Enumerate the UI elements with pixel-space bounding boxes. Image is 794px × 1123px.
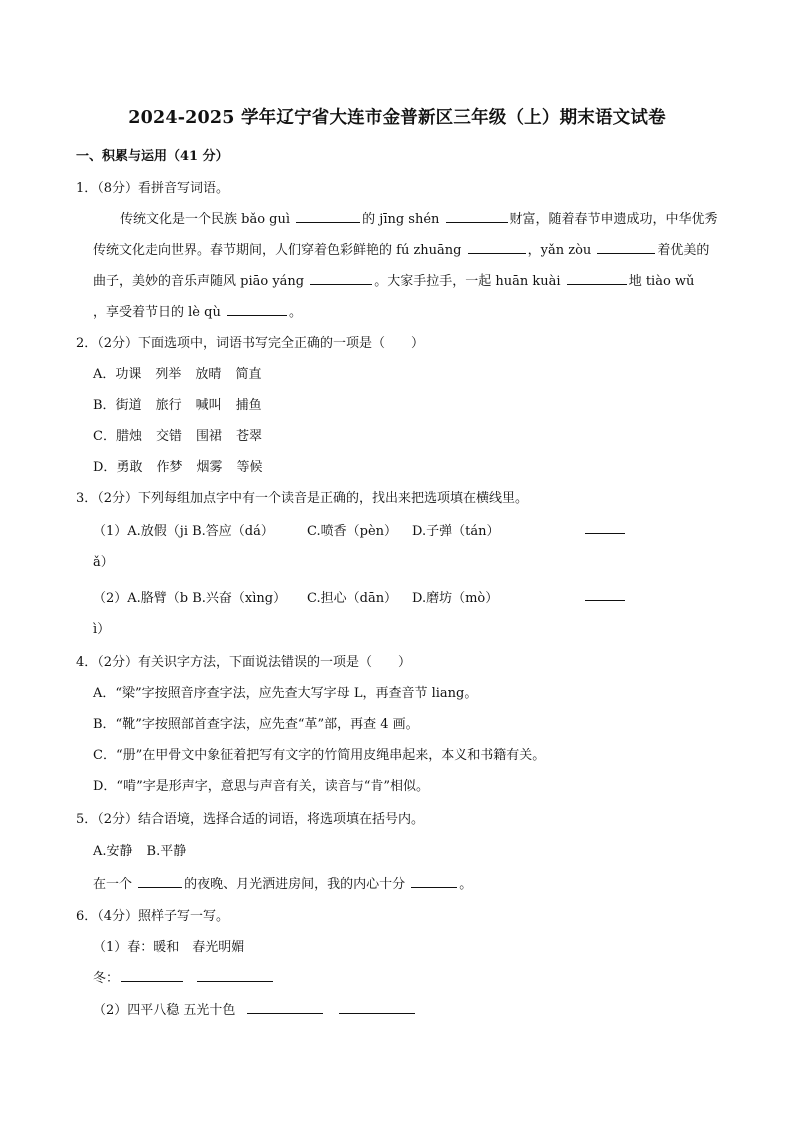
text: 的夜晚、月光洒进房间，我的内心十分 (184, 877, 410, 892)
word: 腊烛 (115, 429, 142, 444)
question-6-example-1: （1）春：暖和 春光明媚 (93, 940, 245, 955)
question-1-heading: 1．（8分）看拼音写词语。 (76, 181, 230, 196)
answer-blank[interactable] (411, 874, 457, 888)
question-5-sentence (93, 873, 472, 892)
word: 捕鱼 (235, 398, 262, 413)
text: （2）四平八稳 五光十色 (93, 1003, 236, 1018)
question-1-line-1 (120, 208, 718, 227)
text: 冬： (93, 971, 120, 986)
answer-blank[interactable] (597, 240, 655, 254)
question-1-line-3 (93, 270, 694, 289)
question-6-answer-1 (93, 967, 275, 986)
option-c[interactable] (93, 425, 262, 444)
question-2-heading: 2．（2分）下面选项中，词语书写完全正确的一项是（ ） (76, 336, 425, 351)
section-heading: 一、积累与运用（41 分） (76, 149, 229, 164)
text: 在一个 (93, 877, 137, 892)
text: ，享受着节日的 lè qù (93, 305, 225, 320)
question-1-line-2 (93, 239, 709, 258)
word: 等候 (236, 460, 263, 475)
page-title: 2024-2025 学年辽宁省大连市金普新区三年级（上）期末语文试卷 (128, 108, 666, 128)
question-3-sub-2-a: （2）A.胳臂（b B.兴奋（xìng） (93, 591, 287, 606)
answer-blank[interactable] (583, 587, 627, 605)
option-label: B． (93, 398, 116, 413)
question-3-sub-1-wrap: ǎ） (93, 555, 114, 570)
text: 地 tiào wǔ (628, 274, 695, 289)
option-d[interactable] (93, 456, 263, 475)
answer-blank[interactable] (197, 968, 273, 982)
question-3-sub-2-wrap: ì） (93, 622, 111, 637)
question-6-example-2 (93, 999, 417, 1018)
answer-blank[interactable] (247, 1000, 323, 1014)
text: 。大家手拉手，一起 huān kuài (374, 274, 565, 289)
answer-blank[interactable] (446, 209, 508, 223)
answer-blank[interactable] (296, 209, 360, 223)
question-3-sub-1-a: （1）A.放假（ji B.答应（dá） (93, 524, 274, 539)
answer-blank[interactable] (121, 968, 183, 982)
option-a[interactable]: A．“梁”字按照音序查字法，应先查大写字母 L，再查音节 liang。 (93, 686, 478, 701)
text: 着优美的 (657, 243, 710, 258)
choice-list (93, 840, 186, 859)
option-a[interactable] (93, 363, 261, 382)
text: 传统文化是一个民族 bǎo guì (120, 212, 295, 227)
option-label: C． (93, 429, 116, 444)
answer-blank[interactable] (227, 302, 287, 316)
answer-blank[interactable] (583, 520, 627, 538)
question-5-heading: 5．（2分）结合语境，选择合适的词语，将选项填在括号内。 (76, 812, 425, 827)
question-3-sub-1-c: C.喷香（pèn） (307, 524, 398, 539)
word: 功课 (115, 367, 142, 382)
option-d[interactable]: D．“啃”字是形声字，意思与声音有关，读音与“肯”相似。 (93, 779, 430, 794)
text: 。 (288, 305, 302, 320)
word: 街道 (115, 398, 142, 413)
text: 的 jīng shén (362, 212, 444, 227)
choice-b: B.平静 (146, 844, 187, 859)
answer-blank[interactable] (567, 271, 627, 285)
question-3-heading: 3．（2分）下列每组加点字中有一个读音是正确的，找出来把选项填在横线里。 (76, 491, 529, 506)
word: 放晴 (195, 367, 222, 382)
question-1-line-4 (93, 301, 302, 320)
question-3-sub-2-c: C.担心（dān） (307, 591, 398, 606)
question-4-heading: 4．（2分）有关识字方法，下面说法错误的一项是（ ） (76, 655, 412, 670)
answer-blank[interactable] (138, 874, 182, 888)
option-label: A． (93, 367, 116, 382)
choice-a: A.安静 (93, 844, 133, 859)
question-3-sub-2-d: D.磨坊（mò） (412, 591, 499, 606)
answer-blank[interactable] (339, 1000, 415, 1014)
option-b[interactable] (93, 394, 262, 413)
word: 围裙 (195, 429, 222, 444)
text: 财富，随着春节申遗成功，中华优秀 (509, 212, 718, 227)
word: 作梦 (156, 460, 183, 475)
answer-blank[interactable] (468, 240, 526, 254)
word: 简直 (235, 367, 262, 382)
word: 烟雾 (196, 460, 223, 475)
text: 。 (459, 877, 473, 892)
answer-blank[interactable] (310, 271, 372, 285)
text: 曲子，美妙的音乐声随风 piāo yáng (93, 274, 309, 289)
word: 交错 (155, 429, 182, 444)
question-3-sub-1-d: D.子弹（tán） (412, 524, 500, 539)
option-c[interactable]: C．“册”在甲骨文中象征着把写有文字的竹简用皮绳串起来，本义和书籍有关。 (93, 748, 546, 763)
word: 苍翠 (236, 429, 263, 444)
option-label: D． (93, 460, 117, 475)
word: 喊叫 (195, 398, 222, 413)
text: 传统文化走向世界。春节期间，人们穿着色彩鲜艳的 fú zhuāng (93, 243, 466, 258)
question-6-heading: 6．（4分）照样子写一写。 (76, 909, 230, 924)
word: 旅行 (155, 398, 182, 413)
option-b[interactable]: B．“靴”字按照部首查字法，应先查“革”部，再查 4 画。 (93, 717, 419, 732)
word: 勇敢 (116, 460, 143, 475)
text: ，yǎn zòu (527, 243, 596, 258)
word: 列举 (155, 367, 182, 382)
